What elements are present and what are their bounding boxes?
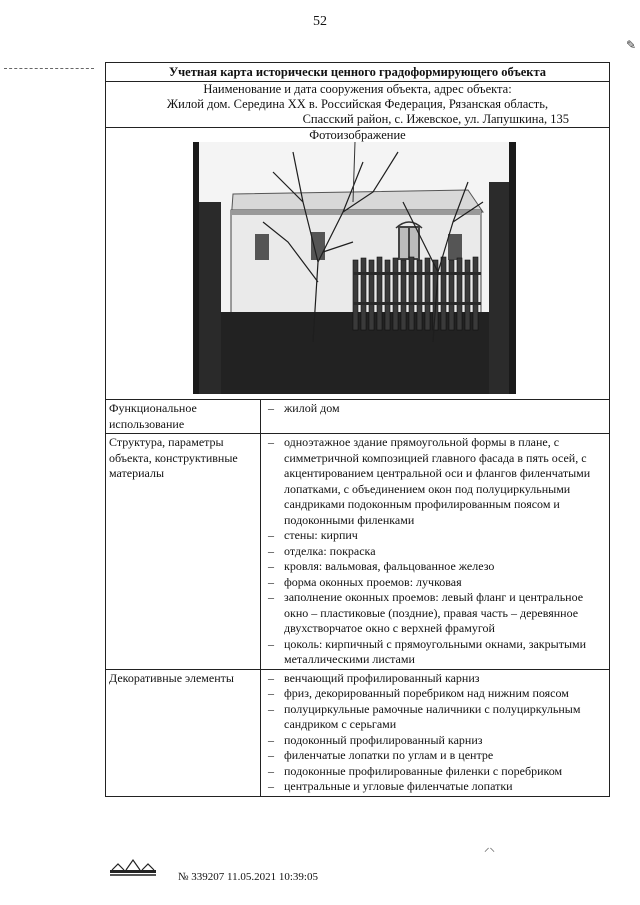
- properties-table: [106, 400, 609, 796]
- table-row: [106, 669, 609, 796]
- list-item: – форма оконных проемов: лучковая: [264, 575, 606, 591]
- row-label: Декоративные элементы: [106, 669, 261, 796]
- signature-mark: ⸝⸜: [484, 842, 495, 854]
- corner-mark: ✎: [625, 38, 636, 52]
- photo-cell: [106, 128, 609, 400]
- building-photo: [193, 142, 516, 394]
- registry-stamp-logo: [108, 856, 158, 878]
- header-line: Жилой дом. Середина XX в. Российская Федерация, Рязанская область,: [166, 97, 549, 111]
- card-header: [106, 63, 609, 128]
- margin-mark: [4, 68, 94, 71]
- list-item: – подоконные профилированные филенки с поребриком: [264, 764, 606, 780]
- table-row: [106, 434, 609, 670]
- page-number: 52: [313, 14, 327, 29]
- row-values: [261, 669, 610, 796]
- list-item: – кровля: вальмовая, фальцованное железо: [264, 559, 606, 575]
- row-label: Структура, параметры объекта, конструктивные материалы: [106, 434, 261, 670]
- list-item: – центральные и угловые филенчатые лопатки: [264, 779, 606, 795]
- row-values: [261, 400, 610, 434]
- list-item: – жилой дом: [264, 401, 606, 417]
- card-title: Учетная карта исторически ценного градоформирующего объекта: [106, 63, 609, 82]
- list-item: – филенчатые лопатки по углам и в центре: [264, 748, 606, 764]
- list-item: – отделка: покраска: [264, 544, 606, 560]
- row-label: Функциональное использование: [106, 400, 261, 434]
- table-row: [106, 400, 609, 434]
- list-item: – фриз, декорированный поребриком над нижним поясом: [264, 686, 606, 702]
- photo-label: Фотоизображение: [309, 128, 406, 142]
- header-line: Наименование и дата сооружения объекта, адрес объекта:: [203, 82, 512, 96]
- list-item: – полуциркульные рамочные наличники с полуциркульным сандриком с серьгами: [264, 702, 606, 733]
- list-item: – заполнение оконных проемов: левый фланг и центральное окно – пластиковые (поздние), правая часть – деревянное двухстворчатое окно с верхней фрамугой: [264, 590, 606, 637]
- header-line: Спасский район, с. Ижевское, ул. Лапушкина, 135: [302, 112, 569, 126]
- list-item: – подоконный профилированный карниз: [264, 733, 606, 749]
- list-item: – одноэтажное здание прямоугольной формы в плане, с симметричной композицией главного фасада в пять осей, с акцентированием центральной оси и флангов филенчатыми лопатками, с объединением окон под полуциркульными сандриками подоконным профилированным поясом и подоконными филенками: [264, 435, 606, 528]
- list-item: – цоколь: кирпичный с прямоугольными окнами, закрытыми металлическими листами: [264, 637, 606, 668]
- list-item: – венчающий профилированный карниз: [264, 671, 606, 687]
- row-values: [261, 434, 610, 670]
- document-id: № 339207 11.05.2021 10:39:05: [178, 871, 318, 883]
- list-item: – стены: кирпич: [264, 528, 606, 544]
- registration-card: [105, 62, 610, 797]
